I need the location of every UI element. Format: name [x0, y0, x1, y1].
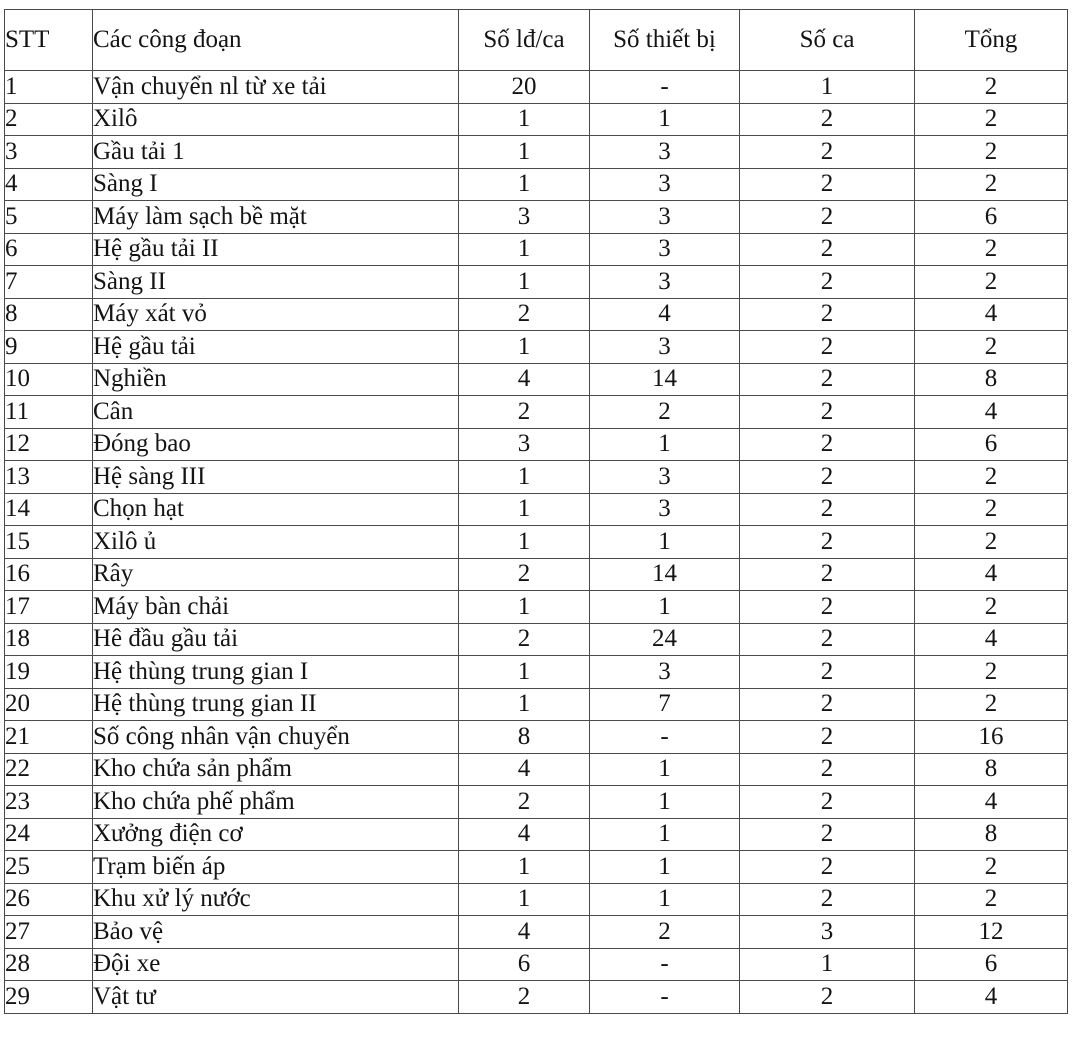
- table-body: [5, 71, 1068, 1014]
- cell-name: Nghiền: [93, 363, 459, 396]
- cell-tong: 2: [915, 851, 1068, 884]
- cell-stt: 10: [5, 363, 93, 396]
- cell-name: Xilô: [93, 103, 459, 136]
- cell-tong: 4: [915, 298, 1068, 331]
- cell-thiet: 1: [590, 591, 740, 624]
- cell-thiet: -: [590, 981, 740, 1014]
- table-header: [5, 10, 1068, 71]
- cell-thiet: 3: [590, 493, 740, 526]
- cell-thiet: -: [590, 71, 740, 104]
- cell-name: Hê đầu gầu tải: [93, 623, 459, 656]
- cell-tong: 6: [915, 948, 1068, 981]
- cell-name: Xưởng điện cơ: [93, 818, 459, 851]
- cell-lao: 1: [459, 688, 590, 721]
- cell-stt: 9: [5, 331, 93, 364]
- cell-thiet: 3: [590, 656, 740, 689]
- cell-lao: 4: [459, 363, 590, 396]
- cell-lao: 1: [459, 851, 590, 884]
- cell-thiet: 14: [590, 363, 740, 396]
- cell-lao: 1: [459, 461, 590, 494]
- cell-ca: 1: [740, 948, 915, 981]
- cell-thiet: 24: [590, 623, 740, 656]
- cell-lao: 2: [459, 558, 590, 591]
- cell-tong: 8: [915, 753, 1068, 786]
- cell-name: Hệ sàng III: [93, 461, 459, 494]
- cell-lao: 1: [459, 136, 590, 169]
- cell-stt: 16: [5, 558, 93, 591]
- cell-tong: 2: [915, 136, 1068, 169]
- cell-stt: 6: [5, 233, 93, 266]
- cell-stt: 29: [5, 981, 93, 1014]
- cell-ca: 2: [740, 591, 915, 624]
- cell-ca: 2: [740, 883, 915, 916]
- cell-lao: 1: [459, 493, 590, 526]
- table-row: [5, 688, 1068, 721]
- cell-lao: 1: [459, 233, 590, 266]
- cell-lao: 1: [459, 883, 590, 916]
- cell-lao: 2: [459, 623, 590, 656]
- column-header-stt: STT: [5, 10, 93, 71]
- cell-thiet: 2: [590, 916, 740, 949]
- table-row: [5, 136, 1068, 169]
- table-row: [5, 818, 1068, 851]
- cell-tong: 2: [915, 656, 1068, 689]
- cell-stt: 5: [5, 201, 93, 234]
- cell-lao: 6: [459, 948, 590, 981]
- cell-tong: 6: [915, 201, 1068, 234]
- cell-thiet: 2: [590, 396, 740, 429]
- column-header-tong: Tổng: [915, 10, 1068, 71]
- cell-lao: 3: [459, 428, 590, 461]
- cell-thiet: 3: [590, 201, 740, 234]
- table-row: [5, 916, 1068, 949]
- cell-ca: 2: [740, 103, 915, 136]
- table-row: [5, 71, 1068, 104]
- cell-tong: 2: [915, 883, 1068, 916]
- table-row: [5, 428, 1068, 461]
- cell-stt: 12: [5, 428, 93, 461]
- cell-stt: 25: [5, 851, 93, 884]
- cell-ca: 2: [740, 981, 915, 1014]
- table-row: [5, 558, 1068, 591]
- column-header-ca: Số ca: [740, 10, 915, 71]
- cell-thiet: 3: [590, 233, 740, 266]
- cell-tong: 2: [915, 168, 1068, 201]
- cell-tong: 4: [915, 396, 1068, 429]
- cell-stt: 19: [5, 656, 93, 689]
- cell-tong: 2: [915, 71, 1068, 104]
- cell-thiet: 14: [590, 558, 740, 591]
- cell-stt: 26: [5, 883, 93, 916]
- cell-ca: 2: [740, 266, 915, 299]
- cell-lao: 2: [459, 298, 590, 331]
- cell-thiet: 1: [590, 786, 740, 819]
- cell-ca: 2: [740, 786, 915, 819]
- table-row: [5, 591, 1068, 624]
- table-row: [5, 851, 1068, 884]
- table-row: [5, 331, 1068, 364]
- cell-name: Cân: [93, 396, 459, 429]
- table-row: [5, 786, 1068, 819]
- cell-name: Vận chuyển nl từ xe tải: [93, 71, 459, 104]
- table-row: [5, 981, 1068, 1014]
- cell-name: Máy bàn chải: [93, 591, 459, 624]
- cell-name: Vật tư: [93, 981, 459, 1014]
- cell-stt: 7: [5, 266, 93, 299]
- cell-name: Đội xe: [93, 948, 459, 981]
- table-row: [5, 753, 1068, 786]
- table-row: [5, 721, 1068, 754]
- cell-name: Khu xử lý nước: [93, 883, 459, 916]
- cell-name: Sàng II: [93, 266, 459, 299]
- cell-lao: 8: [459, 721, 590, 754]
- cell-stt: 4: [5, 168, 93, 201]
- cell-ca: 2: [740, 851, 915, 884]
- cell-stt: 24: [5, 818, 93, 851]
- cell-stt: 22: [5, 753, 93, 786]
- cell-ca: 2: [740, 168, 915, 201]
- cell-thiet: 3: [590, 168, 740, 201]
- cell-ca: 2: [740, 233, 915, 266]
- cell-stt: 27: [5, 916, 93, 949]
- cell-ca: 2: [740, 558, 915, 591]
- cell-tong: 2: [915, 233, 1068, 266]
- cell-lao: 1: [459, 103, 590, 136]
- cell-ca: 2: [740, 493, 915, 526]
- cell-lao: 1: [459, 591, 590, 624]
- cell-tong: 2: [915, 526, 1068, 559]
- cell-ca: 2: [740, 331, 915, 364]
- cell-name: Hệ thùng trung gian II: [93, 688, 459, 721]
- cell-stt: 21: [5, 721, 93, 754]
- cell-name: Số công nhân vận chuyển: [93, 721, 459, 754]
- cell-ca: 2: [740, 818, 915, 851]
- cell-name: Rây: [93, 558, 459, 591]
- cell-stt: 2: [5, 103, 93, 136]
- cell-thiet: 7: [590, 688, 740, 721]
- cell-lao: 1: [459, 168, 590, 201]
- cell-tong: 2: [915, 266, 1068, 299]
- cell-name: Máy xát vỏ: [93, 298, 459, 331]
- table-row: [5, 298, 1068, 331]
- cell-stt: 18: [5, 623, 93, 656]
- cell-ca: 2: [740, 201, 915, 234]
- table-row: [5, 461, 1068, 494]
- cell-tong: 4: [915, 981, 1068, 1014]
- cell-name: Hệ gầu tải: [93, 331, 459, 364]
- table-header-row: [5, 10, 1068, 71]
- cell-ca: 2: [740, 461, 915, 494]
- cell-name: Bảo vệ: [93, 916, 459, 949]
- cell-stt: 15: [5, 526, 93, 559]
- cell-lao: 3: [459, 201, 590, 234]
- cell-lao: 4: [459, 916, 590, 949]
- table-row: [5, 363, 1068, 396]
- cell-ca: 2: [740, 688, 915, 721]
- cell-tong: 2: [915, 103, 1068, 136]
- cell-name: Đóng bao: [93, 428, 459, 461]
- cell-name: Trạm biến áp: [93, 851, 459, 884]
- cell-thiet: 3: [590, 266, 740, 299]
- table-row: [5, 168, 1068, 201]
- table-row: [5, 526, 1068, 559]
- cell-stt: 3: [5, 136, 93, 169]
- cell-ca: 2: [740, 753, 915, 786]
- cell-thiet: 3: [590, 461, 740, 494]
- cell-thiet: 1: [590, 883, 740, 916]
- cell-thiet: 4: [590, 298, 740, 331]
- cell-tong: 16: [915, 721, 1068, 754]
- cell-thiet: 1: [590, 753, 740, 786]
- cell-ca: 2: [740, 656, 915, 689]
- cell-tong: 2: [915, 688, 1068, 721]
- cell-lao: 4: [459, 753, 590, 786]
- cell-ca: 2: [740, 428, 915, 461]
- cell-ca: 2: [740, 298, 915, 331]
- cell-name: Máy làm sạch bề mặt: [93, 201, 459, 234]
- cell-tong: 4: [915, 786, 1068, 819]
- cell-stt: 8: [5, 298, 93, 331]
- cell-name: Xilô ủ: [93, 526, 459, 559]
- cell-thiet: 1: [590, 818, 740, 851]
- cell-thiet: 1: [590, 103, 740, 136]
- table-row: [5, 493, 1068, 526]
- cell-stt: 1: [5, 71, 93, 104]
- column-header-name: Các công đoạn: [93, 10, 459, 71]
- table-row: [5, 396, 1068, 429]
- cell-thiet: 1: [590, 428, 740, 461]
- cell-tong: 2: [915, 493, 1068, 526]
- cell-lao: 20: [459, 71, 590, 104]
- cell-lao: 2: [459, 396, 590, 429]
- cell-stt: 11: [5, 396, 93, 429]
- cell-name: Gầu tải 1: [93, 136, 459, 169]
- cell-stt: 13: [5, 461, 93, 494]
- cell-ca: 2: [740, 721, 915, 754]
- cell-thiet: 1: [590, 526, 740, 559]
- cell-lao: 1: [459, 266, 590, 299]
- cell-lao: 4: [459, 818, 590, 851]
- cell-lao: 1: [459, 656, 590, 689]
- labor-allocation-table: [4, 9, 1068, 1014]
- table-row: [5, 948, 1068, 981]
- cell-stt: 28: [5, 948, 93, 981]
- table-row: [5, 201, 1068, 234]
- table-row: [5, 266, 1068, 299]
- cell-tong: 2: [915, 331, 1068, 364]
- cell-name: Kho chứa sản phẩm: [93, 753, 459, 786]
- table-row: [5, 233, 1068, 266]
- cell-thiet: 1: [590, 851, 740, 884]
- table-row: [5, 656, 1068, 689]
- column-header-lao: Số lđ/ca: [459, 10, 590, 71]
- cell-name: Kho chứa phế phẩm: [93, 786, 459, 819]
- cell-tong: 2: [915, 461, 1068, 494]
- cell-ca: 2: [740, 623, 915, 656]
- column-header-thiet: Số thiết bị: [590, 10, 740, 71]
- cell-name: Hệ gầu tải II: [93, 233, 459, 266]
- cell-tong: 8: [915, 818, 1068, 851]
- cell-lao: 1: [459, 526, 590, 559]
- cell-thiet: 3: [590, 331, 740, 364]
- cell-tong: 6: [915, 428, 1068, 461]
- cell-stt: 14: [5, 493, 93, 526]
- cell-name: Chọn hạt: [93, 493, 459, 526]
- cell-ca: 3: [740, 916, 915, 949]
- cell-name: Sàng I: [93, 168, 459, 201]
- cell-stt: 23: [5, 786, 93, 819]
- table-row: [5, 883, 1068, 916]
- cell-lao: 2: [459, 981, 590, 1014]
- table-row: [5, 103, 1068, 136]
- cell-ca: 2: [740, 136, 915, 169]
- cell-tong: 2: [915, 591, 1068, 624]
- table-row: [5, 623, 1068, 656]
- cell-name: Hệ thùng trung gian I: [93, 656, 459, 689]
- cell-tong: 4: [915, 623, 1068, 656]
- cell-stt: 17: [5, 591, 93, 624]
- cell-tong: 12: [915, 916, 1068, 949]
- cell-tong: 4: [915, 558, 1068, 591]
- cell-thiet: -: [590, 721, 740, 754]
- cell-ca: 1: [740, 71, 915, 104]
- cell-ca: 2: [740, 396, 915, 429]
- cell-tong: 8: [915, 363, 1068, 396]
- cell-stt: 20: [5, 688, 93, 721]
- cell-ca: 2: [740, 526, 915, 559]
- cell-thiet: -: [590, 948, 740, 981]
- cell-ca: 2: [740, 363, 915, 396]
- cell-lao: 1: [459, 331, 590, 364]
- cell-lao: 2: [459, 786, 590, 819]
- cell-thiet: 3: [590, 136, 740, 169]
